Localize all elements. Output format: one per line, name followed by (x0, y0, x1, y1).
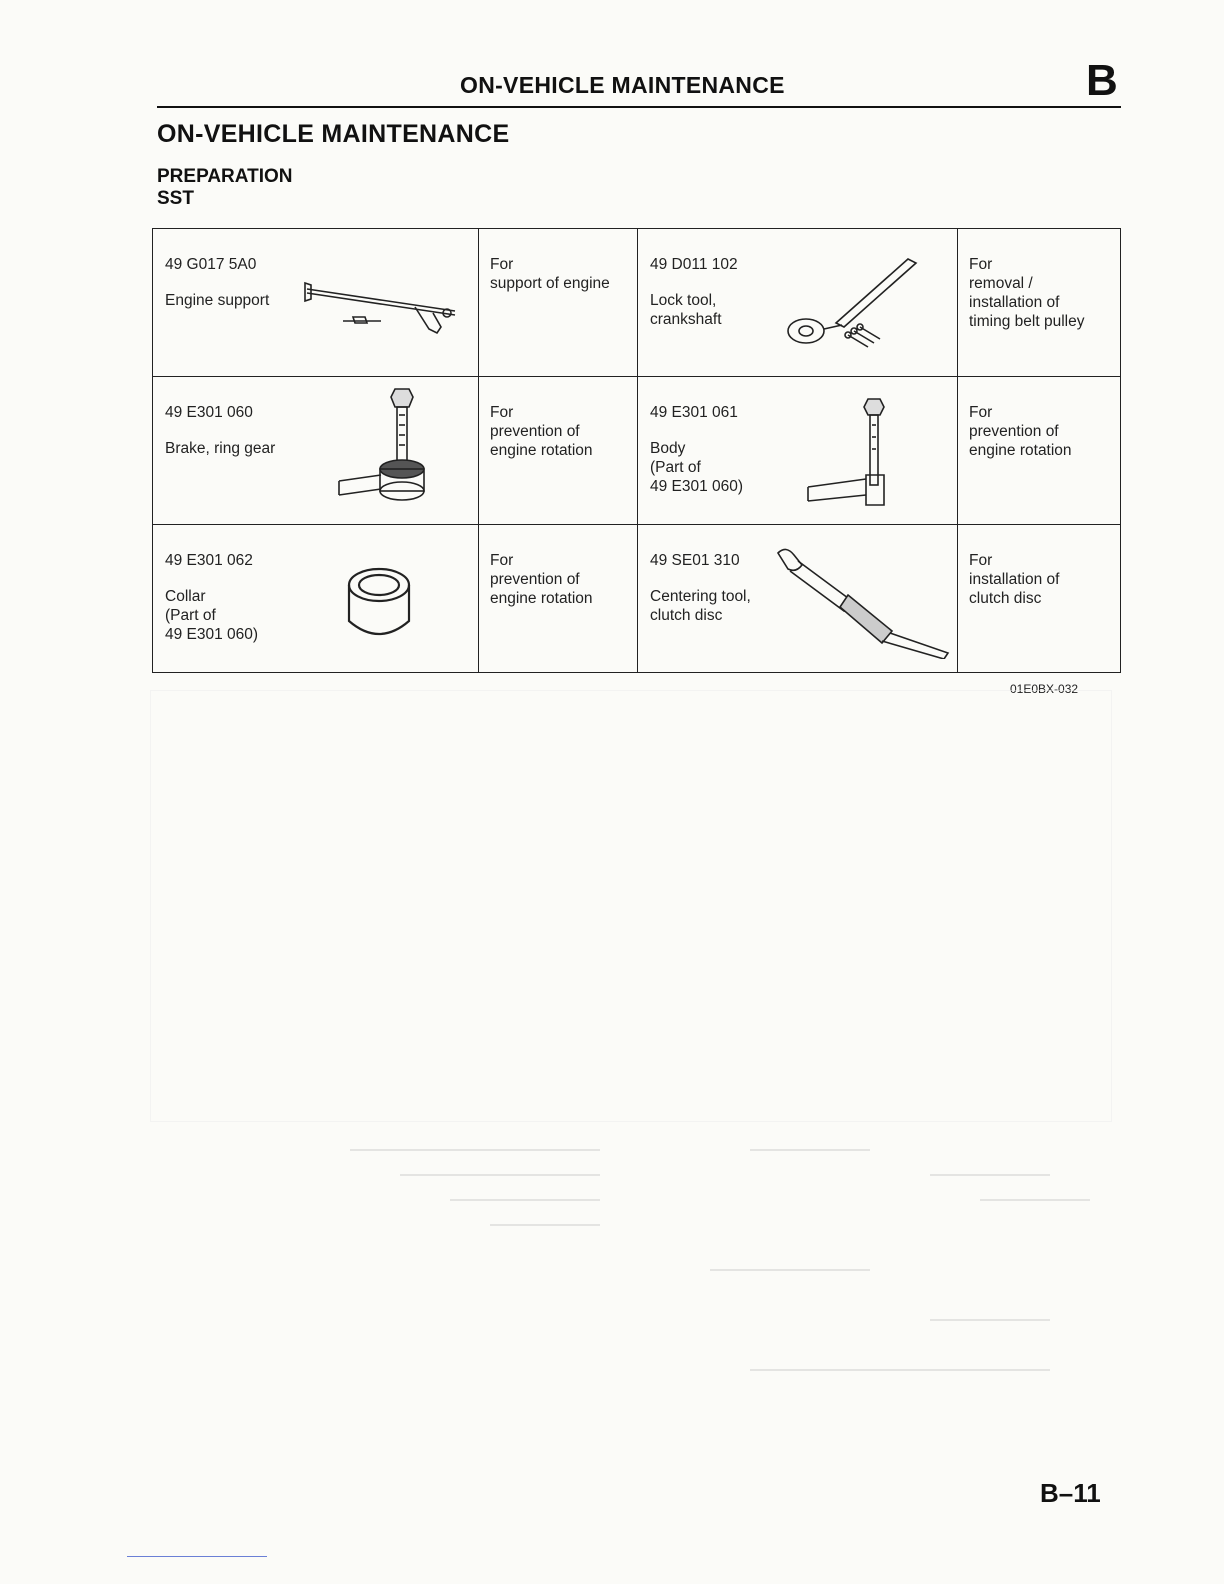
tool-name: Body (Part of 49 E301 060) (650, 440, 744, 495)
engine-support-icon (295, 277, 465, 347)
centering-tool-icon (772, 543, 958, 659)
tool-name: Centering tool, clutch disc (650, 588, 751, 624)
page-title: ON-VEHICLE MAINTENANCE (157, 120, 510, 148)
tool-number: 49 E301 061 (650, 404, 738, 421)
subtitle (157, 166, 292, 210)
tool-name: Collar (Part of 49 E301 060) (165, 588, 259, 643)
subtitle-preparation: PREPARATION (157, 166, 293, 187)
tool-cell (153, 525, 479, 673)
tool-use: For removal / installation of timing belt pulley (969, 256, 1085, 330)
figure-code: 01E0BX-032 (1010, 682, 1079, 696)
use-cell (479, 229, 638, 377)
tool-number: 49 D011 102 (650, 256, 738, 273)
tool-number: 49 SE01 310 (650, 552, 740, 569)
bleed-through-lines (150, 1130, 1110, 1450)
table-row (153, 525, 1121, 673)
running-header: ON-VEHICLE MAINTENANCE (460, 72, 785, 98)
page-number: B–11 (1040, 1478, 1101, 1508)
tool-number: 49 G017 5A0 (165, 256, 257, 273)
sst-table (152, 228, 1121, 673)
tool-name: Engine support (165, 292, 270, 309)
brake-body-icon (802, 395, 902, 515)
table-row (153, 229, 1121, 377)
tool-cell (638, 229, 958, 377)
tool-number: 49 E301 060 (165, 404, 253, 421)
scan-artifact-line (127, 1556, 267, 1557)
table-row (153, 377, 1121, 525)
subtitle-sst: SST (157, 188, 194, 209)
tool-use: For support of engine (490, 256, 610, 292)
tool-use: For installation of clutch disc (969, 552, 1060, 607)
tool-use: For prevention of engine rotation (490, 404, 593, 459)
use-cell (479, 377, 638, 525)
bleed-through-area (150, 690, 1112, 1122)
use-cell (958, 229, 1121, 377)
header-rule (157, 106, 1121, 108)
use-cell (479, 525, 638, 673)
section-letter: B (1086, 56, 1118, 105)
lock-tool-icon (784, 251, 934, 357)
collar-icon (341, 563, 421, 643)
tool-cell (153, 229, 479, 377)
tool-number: 49 E301 062 (165, 552, 253, 569)
tool-cell (153, 377, 479, 525)
tool-name: Lock tool, crankshaft (650, 292, 722, 328)
tool-cell (638, 377, 958, 525)
tool-cell (638, 525, 958, 673)
tool-use: For prevention of engine rotation (490, 552, 593, 607)
tool-name: Brake, ring gear (165, 440, 276, 457)
ring-gear-brake-icon (331, 385, 441, 515)
tool-use: For prevention of engine rotation (969, 404, 1072, 459)
use-cell (958, 525, 1121, 673)
use-cell (958, 377, 1121, 525)
